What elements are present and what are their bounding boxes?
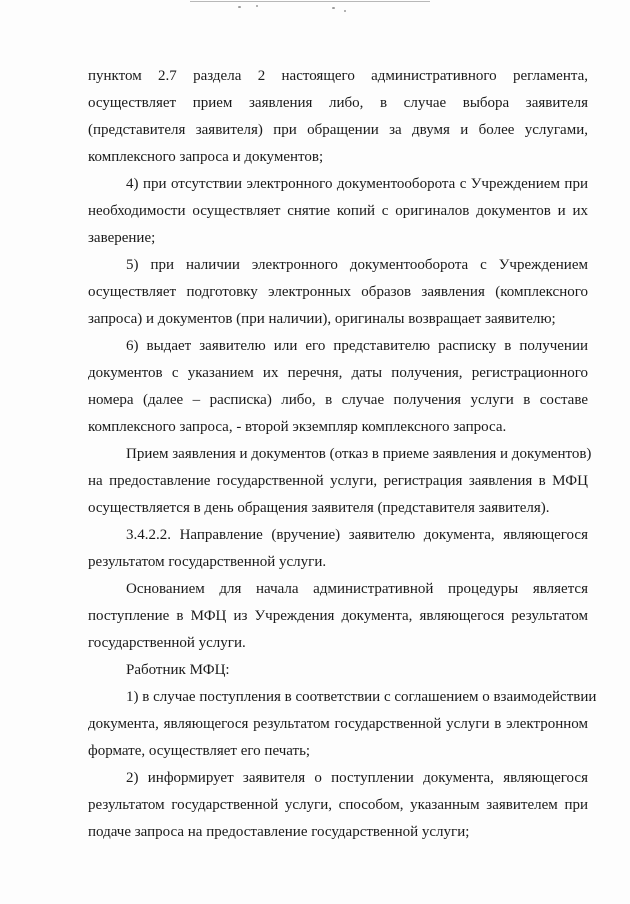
text-line: заверение; <box>88 230 156 246</box>
text-line: поступление в МФЦ из Учреждения документа, являющегося результатом <box>88 608 588 624</box>
text-line: документов с указанием их перечня, даты получения, регистрационного <box>88 365 588 381</box>
text-line: комплексного запроса и документов; <box>88 149 324 165</box>
text-line: (представителя заявителя) при обращении за двумя и более услугами, <box>88 122 588 138</box>
text-line: результатом государственной услуги, способом, указанным заявителем при <box>88 797 588 813</box>
scan-speck <box>256 5 258 7</box>
text-line: 6) выдает заявителю или его представителю расписку в получении <box>126 338 588 354</box>
text-line: 2) информирует заявителя о поступлении документа, являющегося <box>126 770 588 786</box>
text-line: результатом государственной услуги. <box>88 554 327 570</box>
text-line: Прием заявления и документов (отказ в приеме заявления и документов) <box>126 446 592 462</box>
text-line: пунктом 2.7 раздела 2 настоящего административного регламента, <box>88 68 588 84</box>
top-scan-rule <box>190 1 430 2</box>
text-line: 5) при наличии электронного документооборота с Учреждением <box>126 257 588 273</box>
scan-speck <box>344 10 346 12</box>
text-line: комплексного запроса, - второй экземпляр комплексного запроса. <box>88 419 507 435</box>
text-line: подаче запроса на предоставление государственной услуги; <box>88 824 470 840</box>
text-line: Работник МФЦ: <box>126 662 230 678</box>
text-line: документа, являющегося результатом государственной услуги в электронном <box>88 716 588 732</box>
text-line: государственной услуги. <box>88 635 246 651</box>
text-line: на предоставление государственной услуги, регистрация заявления в МФЦ <box>88 473 588 489</box>
text-line: осуществляет прием заявления либо, в случае выбора заявителя <box>88 95 588 111</box>
text-line: Основанием для начала административной процедуры является <box>126 581 588 597</box>
text-line: осуществляет подготовку электронных образов заявления (комплексного <box>88 284 588 300</box>
text-line: запроса) и документов (при наличии), оригиналы возвращает заявителю; <box>88 311 556 327</box>
scan-speck <box>332 7 335 9</box>
text-line: необходимости осуществляет снятие копий с оригиналов документов и их <box>88 203 588 219</box>
text-line: 3.4.2.2. Направление (вручение) заявителю документа, являющегося <box>126 527 588 543</box>
text-line: осуществляется в день обращения заявителя (представителя заявителя). <box>88 500 550 516</box>
text-line: 1) в случае поступления в соответствии с соглашением о взаимодействии <box>126 689 597 705</box>
text-line: 4) при отсутствии электронного документооборота с Учреждением при <box>126 176 588 192</box>
scan-speck <box>238 6 241 8</box>
text-line: номера (далее – расписка) либо, в случае получения услуги в составе <box>88 392 588 408</box>
text-line: формате, осуществляет его печать; <box>88 743 311 759</box>
